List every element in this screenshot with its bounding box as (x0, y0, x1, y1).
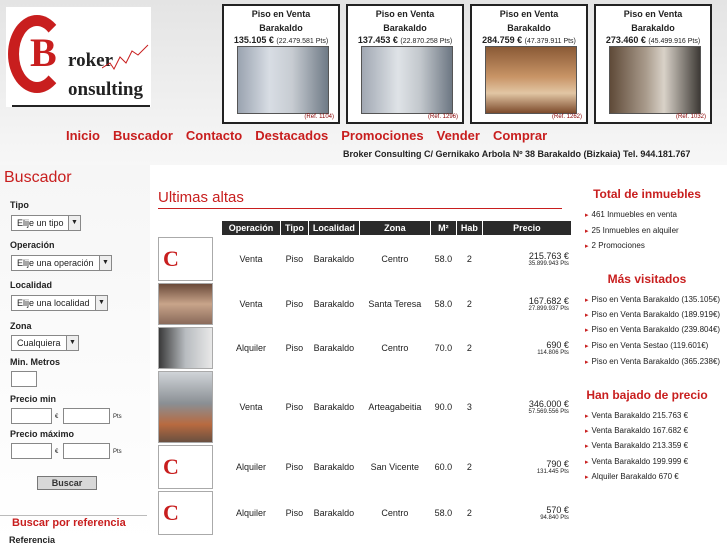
cell-hab: 2 (466, 299, 472, 309)
cell-precio: 215.763 € 35.899.943 Pts (528, 251, 569, 267)
pts-label: Pts (113, 414, 122, 420)
cell-precio: 346.000 € 57.569.556 Pts (528, 399, 569, 415)
chevron-down-icon: ▼ (68, 216, 80, 230)
total-item[interactable]: ▸ 2 Promociones (585, 241, 645, 250)
card-city: Barakaldo (631, 23, 675, 33)
card-price: 137.453 € (22.870.258 Pts) (357, 35, 453, 45)
col-header: Operación (222, 221, 280, 235)
cell-tipo: Piso (285, 462, 304, 472)
cell-zona: Centro (381, 508, 409, 518)
cell-tipo: Piso (285, 343, 304, 353)
thumb-header (156, 221, 221, 235)
card-photo[interactable] (361, 46, 453, 114)
precio-max-eur-input[interactable] (11, 443, 52, 459)
localidad-label: Localidad (10, 280, 53, 290)
cell-m2: 58.0 (434, 254, 453, 264)
table-row[interactable] (156, 237, 571, 281)
visitados-item[interactable]: ▸ Piso en Venta Barakaldo (365.238€) (585, 357, 720, 366)
main-nav (66, 128, 547, 143)
cell-localidad: Barakaldo (313, 508, 355, 518)
divider (158, 208, 562, 209)
precio-min-label: Precio min (10, 394, 57, 404)
operacion-select[interactable]: Elije una operación ▼ (11, 255, 112, 271)
featured-card[interactable] (594, 4, 712, 124)
card-city: Barakaldo (383, 23, 427, 33)
cell-m2: 58.0 (434, 508, 453, 518)
ref-search-title: Buscar por referencia (12, 517, 126, 529)
zona-select[interactable]: Cualquiera ▼ (11, 335, 79, 351)
chevron-down-icon: ▼ (95, 296, 107, 310)
total-item[interactable]: ▸ 25 Inmuebles en alquiler (585, 226, 679, 235)
cell-precio: 570 € 94.840 Pts (540, 505, 569, 521)
precio-max-label: Precio máximo (10, 429, 75, 439)
cell-precio: 790 € 131.445 Pts (536, 459, 569, 475)
col-header: Precio (483, 221, 571, 235)
featured-card[interactable] (470, 4, 588, 124)
col-header: Tipo (281, 221, 308, 235)
operacion-label: Operación (10, 240, 55, 250)
card-ref: (Ref. 1296) (427, 114, 458, 120)
metros-input[interactable] (11, 371, 37, 387)
cell-m2: 60.0 (434, 462, 453, 472)
cell-tipo: Piso (285, 402, 304, 412)
bajado-item[interactable]: ▸ Alquiler Barakaldo 670 € (585, 472, 679, 481)
cell-zona: Centro (381, 343, 409, 353)
card-title: Piso en Venta (375, 9, 435, 19)
table-row[interactable] (156, 371, 571, 443)
table-header (156, 221, 571, 235)
visitados-title: Más visitados (607, 272, 687, 286)
logo-zigzag-icon (102, 43, 150, 73)
table-row[interactable] (156, 327, 571, 369)
nav-comprar[interactable]: Comprar (492, 128, 548, 143)
visitados-item[interactable]: ▸ Piso en Venta Barakaldo (135.105€) (585, 295, 720, 304)
featured-card[interactable] (346, 4, 464, 124)
cell-operacion: Venta (239, 402, 263, 412)
listing-photo[interactable] (158, 283, 213, 325)
euro-label: € (55, 449, 59, 455)
cell-tipo: Piso (285, 508, 304, 518)
listings-table (155, 219, 572, 537)
visitados-item[interactable]: ▸ Piso en Venta Barakaldo (189.919€) (585, 310, 720, 319)
cell-precio: 167.682 € 27.899.937 Pts (528, 296, 569, 312)
table-row[interactable] (156, 491, 571, 535)
divider (0, 515, 147, 516)
listing-logo-thumb[interactable]: C (158, 237, 213, 281)
nav-buscador[interactable]: Buscador (112, 128, 173, 143)
nav-inicio[interactable]: Inicio (66, 128, 100, 143)
total-item[interactable]: ▸ 461 Inmuebles en venta (585, 210, 677, 219)
visitados-item[interactable]: ▸ Piso en Venta Barakaldo (239.804€) (585, 325, 720, 334)
listing-logo-thumb[interactable]: C (158, 491, 213, 535)
cell-operacion: Alquiler (235, 508, 266, 518)
nav-contacto[interactable]: Contacto (185, 128, 243, 143)
logo-b-mark: B (30, 30, 57, 75)
pts-label: Pts (113, 449, 122, 455)
card-photo[interactable] (237, 46, 329, 114)
table-row[interactable] (156, 445, 571, 489)
cell-operacion: Venta (239, 254, 263, 264)
cell-m2: 90.0 (434, 402, 453, 412)
card-price: 284.759 € (47.379.911 Pts) (482, 35, 576, 45)
featured-card[interactable] (222, 4, 340, 124)
cell-tipo: Piso (285, 299, 304, 309)
card-title: Piso en Venta (499, 9, 559, 19)
cell-zona: Centro (381, 254, 409, 264)
bajado-title: Han bajado de precio (586, 388, 708, 402)
cell-localidad: Barakaldo (313, 462, 355, 472)
buscar-button[interactable]: Buscar (37, 476, 97, 490)
cell-hab: 2 (466, 254, 472, 264)
localidad-select[interactable]: Elije una localidad ▼ (11, 295, 108, 311)
chevron-down-icon: ▼ (66, 336, 78, 350)
col-header: M² (431, 221, 456, 235)
cell-hab: 3 (466, 402, 472, 412)
euro-label: € (55, 414, 59, 420)
cell-operacion: Alquiler (235, 462, 266, 472)
card-photo[interactable] (609, 46, 701, 114)
cell-operacion: Alquiler (235, 343, 266, 353)
listing-photo[interactable] (158, 371, 213, 443)
visitados-item[interactable]: ▸ Piso en Venta Sestao (119.601€) (585, 341, 708, 350)
logo-text-consulting: onsulting (68, 79, 143, 100)
tipo-label: Tipo (10, 200, 29, 210)
card-photo[interactable] (485, 46, 577, 114)
zona-label: Zona (10, 321, 32, 331)
card-ref: (Ref. 1104) (304, 114, 334, 120)
col-header: Localidad (309, 221, 359, 235)
card-title: Piso en Venta (623, 9, 683, 19)
cell-hab: 2 (466, 462, 472, 472)
cell-localidad: Barakaldo (313, 343, 355, 353)
col-header: Zona (360, 221, 430, 235)
cell-localidad: Barakaldo (313, 254, 355, 264)
cell-zona: San Vicente (370, 462, 420, 472)
card-price: 135.105 € (22.479.581 Pts) (233, 35, 329, 45)
card-city: Barakaldo (507, 23, 551, 33)
card-title: Piso en Venta (251, 9, 311, 19)
broker-consulting-logo[interactable] (6, 7, 151, 107)
cell-tipo: Piso (285, 254, 304, 264)
precio-min-eur-input[interactable] (11, 408, 52, 424)
col-header: Hab (457, 221, 482, 235)
cell-localidad: Barakaldo (313, 299, 355, 309)
card-city: Barakaldo (259, 23, 303, 33)
nav-promociones[interactable]: Promociones (341, 128, 424, 143)
bajado-item[interactable]: ▸ Venta Barakaldo 167.682 € (585, 426, 688, 435)
nav-vender[interactable]: Vender (436, 128, 480, 143)
cell-zona: Santa Teresa (368, 299, 422, 309)
table-row[interactable] (156, 283, 571, 325)
cell-zona: Arteagabeitia (368, 402, 422, 412)
listing-photo[interactable] (158, 327, 213, 369)
nav-destacados[interactable]: Destacados (255, 128, 329, 143)
search-title: Buscador (4, 169, 72, 186)
logo-text-broker: roker (68, 50, 114, 71)
precio-min-pts-input[interactable] (63, 408, 110, 424)
referencia-label: Referencia (9, 535, 56, 545)
bajado-item[interactable]: ▸ Venta Barakaldo 215.763 € (585, 411, 688, 420)
cell-hab: 2 (466, 343, 472, 353)
metros-label: Min. Metros (10, 357, 61, 367)
ultimas-altas-title: Ultimas altas (158, 189, 244, 206)
total-title: Total de inmuebles (593, 187, 701, 201)
card-price: 273.460 € (45.499.916 Pts) (605, 35, 701, 45)
cell-m2: 70.0 (434, 343, 453, 353)
logo-underline (12, 105, 150, 107)
card-ref: (Ref. 1032) (675, 114, 706, 120)
cell-operacion: Venta (239, 299, 263, 309)
listing-logo-thumb[interactable]: C (158, 445, 213, 489)
tipo-select[interactable]: Elije un tipo ▼ (11, 215, 81, 231)
card-ref: (Ref. 1262) (551, 114, 582, 120)
chevron-down-icon: ▼ (99, 256, 111, 270)
cell-precio: 690 € 114.806 Pts (537, 340, 569, 356)
bajado-item[interactable]: ▸ Venta Barakaldo 199.999 € (585, 457, 688, 466)
bajado-item[interactable]: ▸ Venta Barakaldo 213.359 € (585, 441, 688, 450)
cell-localidad: Barakaldo (313, 402, 355, 412)
company-address: Broker Consulting C/ Gernikako Arbola Nº 38 Barakaldo (Bizkaia) Tel. 944.181.767 (343, 149, 691, 159)
cell-m2: 58.0 (434, 299, 453, 309)
cell-hab: 2 (466, 508, 472, 518)
precio-max-pts-input[interactable] (63, 443, 110, 459)
